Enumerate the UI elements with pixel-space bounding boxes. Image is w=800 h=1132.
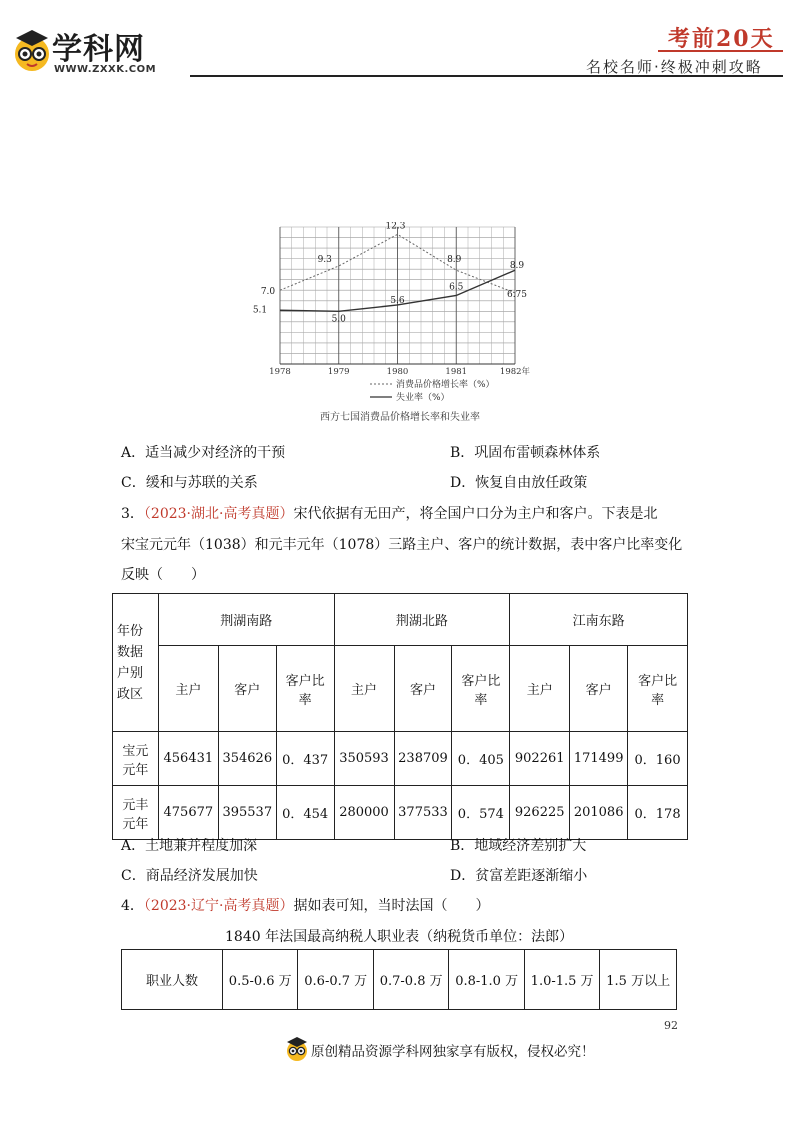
owl-icon	[284, 1034, 310, 1062]
q3-option-a[interactable]: A．土地兼并程度加深	[121, 838, 258, 854]
data-label: 8.9	[509, 261, 525, 272]
legend-entry: 消费品价格增长率（%）	[396, 380, 495, 390]
table-cell: 1.0-1.5 万	[524, 950, 599, 1010]
table-corner-header: 年份 数据 户别 政区	[113, 594, 159, 732]
table-cell: 395537	[218, 786, 276, 840]
table-cell: 0.8-1.0 万	[449, 950, 524, 1010]
data-label: 6.75	[506, 289, 528, 300]
q4-stem	[121, 896, 489, 916]
table-cell: 350593	[334, 732, 394, 786]
row-header: 职业人数	[122, 950, 223, 1010]
q4-source: （2023·辽宁·高考真题）	[143, 898, 294, 914]
col-header: 主户	[334, 646, 394, 732]
q3-stem-line-1	[121, 504, 657, 524]
q2-option-a[interactable]: A．适当减少对经济的干预	[121, 445, 286, 461]
table-cell: 171499	[570, 732, 628, 786]
table-cell: 0．160	[628, 732, 688, 786]
table-cell: 0．574	[452, 786, 510, 840]
table-row	[122, 950, 677, 1010]
table-cell: 1.5 万以上	[600, 950, 677, 1010]
q3-option-d[interactable]: D．贫富差距逐渐缩小	[450, 868, 588, 884]
table-cell: 280000	[334, 786, 394, 840]
row-year: 元丰元年	[113, 786, 159, 840]
copyright-notice: 原创精品资源学科网独家享有版权，侵权必究！	[311, 1044, 595, 1060]
table-cell: 238709	[394, 732, 452, 786]
col-header: 主户	[158, 646, 218, 732]
table-row	[113, 786, 688, 840]
q3-data-table	[112, 593, 688, 840]
q4-number: 4．	[121, 898, 144, 914]
table-cell: 926225	[510, 786, 570, 840]
q4-table-title: 1840 年法国最高纳税人职业表（纳税货币单位：法郎）	[225, 929, 574, 945]
chart-legend	[370, 378, 495, 403]
q3-stem-line-2: 宋宝元元年（1038）和元丰元年（1078）三路主户、客户的统计数据，表中客户比率变化	[121, 537, 683, 553]
q3-stem: 宋代依据有无田产，将全国户口分为主户和客户。下表是北	[293, 506, 658, 522]
table-cell: 475677	[158, 786, 218, 840]
data-label: 8.9	[447, 255, 462, 266]
data-label: 7.0	[260, 287, 276, 298]
x-tick-label: 1979	[327, 367, 350, 377]
page-number: 92	[664, 1019, 678, 1032]
q2-option-d[interactable]: D．恢复自由放任政策	[450, 475, 588, 491]
table-cell: 0．178	[628, 786, 688, 840]
logo-owl-icon	[12, 26, 52, 76]
data-label: 6.5	[449, 282, 464, 293]
table-cell: 0.5-0.6 万	[223, 950, 298, 1010]
q2-option-c[interactable]: C．缓和与苏联的关系	[121, 475, 258, 491]
q2-option-b[interactable]: B．巩固布雷顿森林体系	[450, 445, 601, 461]
q3-source: （2023·湖北·高考真题）	[143, 506, 294, 522]
chart-ticks	[269, 366, 530, 377]
data-label: 5.6	[390, 295, 405, 306]
line-chart	[250, 222, 550, 432]
col-header: 客户比率	[276, 646, 334, 732]
table-cell: 377533	[394, 786, 452, 840]
header-slogan: 名校名师·终极冲刺攻略	[586, 58, 763, 76]
table-cell: 0．437	[276, 732, 334, 786]
table-cell: 902261	[510, 732, 570, 786]
data-label: 5.0	[331, 314, 346, 325]
col-header: 主户	[510, 646, 570, 732]
region-header: 荆湖北路	[334, 594, 510, 646]
table-cell: 0．405	[452, 732, 510, 786]
legend-entry: 失业率（%）	[396, 393, 450, 403]
table-row	[113, 732, 688, 786]
table-cell: 0．454	[276, 786, 334, 840]
table-cell: 0.7-0.8 万	[373, 950, 448, 1010]
table-cell: 354626	[218, 732, 276, 786]
region-header: 荆湖南路	[158, 594, 334, 646]
q3-stem-line-3: 反映（ ）	[121, 567, 205, 583]
x-tick-label: 1980	[386, 367, 409, 377]
countdown-title: 考前20天	[668, 26, 775, 52]
q4-data-table	[121, 949, 677, 1010]
col-header: 客户比率	[452, 646, 510, 732]
col-header: 客户	[394, 646, 452, 732]
q3-option-b[interactable]: B．地域经济差别扩大	[450, 838, 587, 854]
col-header: 客户比率	[628, 646, 688, 732]
table-cell: 456431	[158, 732, 218, 786]
q4-stem-text: 据如表可知，当时法国（ ）	[293, 898, 490, 914]
x-tick-label: 1982年	[499, 367, 531, 377]
data-label: 5.1	[252, 305, 268, 316]
chart-title: 西方七国消费品价格增长率和失业率	[320, 412, 480, 423]
data-label: 9.3	[317, 254, 332, 265]
brand-name: 学科网	[52, 32, 145, 67]
q3-option-c[interactable]: C．商品经济发展加快	[121, 868, 258, 884]
table-cell: 201086	[570, 786, 628, 840]
x-tick-label: 1981	[445, 367, 468, 377]
data-label: 12.3	[385, 222, 406, 232]
col-header: 客户	[218, 646, 276, 732]
region-header: 江南东路	[510, 594, 688, 646]
col-header: 客户	[570, 646, 628, 732]
table-cell: 0.6-0.7 万	[298, 950, 373, 1010]
q3-number: 3．	[121, 506, 144, 522]
x-tick-label: 1978	[269, 367, 291, 377]
row-year: 宝元元年	[113, 732, 159, 786]
site-url: WWW.ZXXK.COM	[54, 64, 157, 75]
